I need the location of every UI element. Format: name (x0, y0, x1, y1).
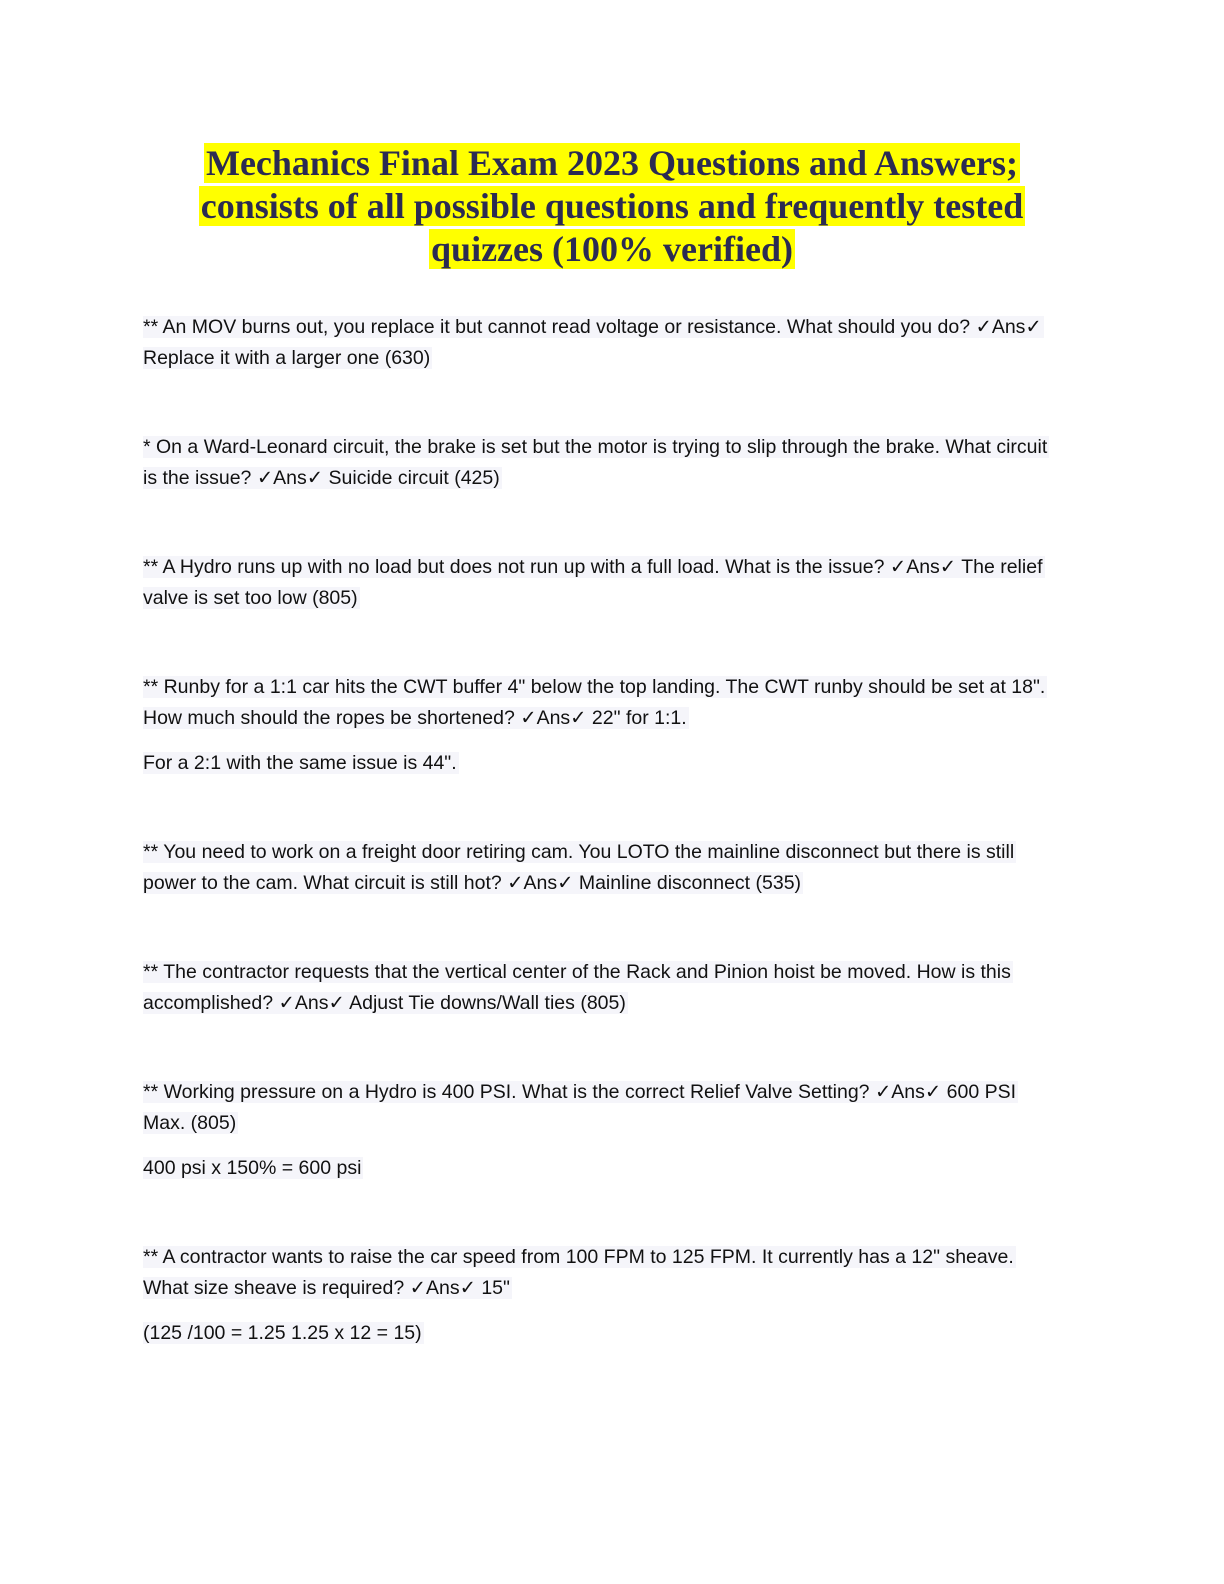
answer-text: ✓Ans✓ Mainline disconnect (535) (507, 872, 802, 894)
question-text: ** You need to work on a freight door retiring cam. You LOTO the mainline disconnect but there is still power to the cam. What circuit is still hot? ✓Ans✓ Mainline disconnect (535) (143, 841, 1015, 894)
question-text: ** Working pressure on a Hydro is 400 PSI. What is the correct Relief Valve Setting? ✓Ans✓ 600 PSI Max. (805) (143, 1081, 1017, 1134)
qa-entry-5 (143, 837, 1063, 899)
answer-text: ✓Ans✓ 15" (409, 1277, 510, 1299)
title-line-3: quizzes (100% verified) (431, 229, 793, 269)
answer-text: ✓Ans✓ 22" for 1:1. (520, 707, 687, 729)
qa-entry-3 (143, 552, 1063, 614)
question-text: ** An MOV burns out, you replace it but cannot read voltage or resistance. What should you do? ✓Ans✓ Replace it with a larger one (630) (143, 316, 1042, 369)
answer-text: ✓Ans✓ 600 PSI Max. (805) (143, 1081, 1017, 1134)
question-text: ** The contractor requests that the vertical center of the Rack and Pinion hoist be moved. How is this accomplished? ✓Ans✓ Adjust Tie downs/Wall ties (805) (143, 961, 1011, 1014)
qa-entry-6 (143, 957, 1063, 1019)
answer-note: 400 psi x 150% = 600 psi (143, 1157, 362, 1179)
title-line-2: consists of all possible questions and frequently tested (200, 186, 1024, 226)
qa-list (143, 312, 1063, 1349)
question-text: * On a Ward-Leonard circuit, the brake is set but the motor is trying to slip through the brake. What circuit is the issue? ✓Ans✓ Suicide circuit (425) (143, 436, 1048, 489)
answer-text: ✓Ans✓ The relief valve is set too low (805) (143, 556, 1043, 609)
answer-text: ✓Ans✓ Replace it with a larger one (630) (143, 316, 1042, 369)
title-line-1: Mechanics Final Exam 2023 Questions and Answers; (205, 143, 1019, 183)
qa-entry-8 (143, 1242, 1063, 1349)
qa-entry-4 (143, 672, 1063, 779)
answer-note: (125 /100 = 1.25 1.25 x 12 = 15) (143, 1322, 422, 1344)
answer-text: ✓Ans✓ Suicide circuit (425) (256, 467, 500, 489)
question-text: ** A Hydro runs up with no load but does not run up with a full load. What is the issue? ✓Ans✓ The relief valve is set too low (805) (143, 556, 1043, 609)
qa-entry-7 (143, 1077, 1063, 1184)
document-title (130, 142, 1094, 271)
answer-note: For a 2:1 with the same issue is 44". (143, 752, 457, 774)
question-text: ** A contractor wants to raise the car speed from 100 FPM to 125 FPM. It currently has a 12" sheave. What size sheave is required? ✓Ans✓ 15" (143, 1246, 1014, 1299)
question-text: ** Runby for a 1:1 car hits the CWT buffer 4" below the top landing. The CWT runby should be set at 18". How much should the ropes be shortened? ✓Ans✓ 22" for 1:1. (143, 676, 1046, 729)
answer-text: ✓Ans✓ Adjust Tie downs/Wall ties (805) (278, 992, 626, 1014)
qa-entry-1 (143, 312, 1063, 374)
qa-entry-2 (143, 432, 1063, 494)
